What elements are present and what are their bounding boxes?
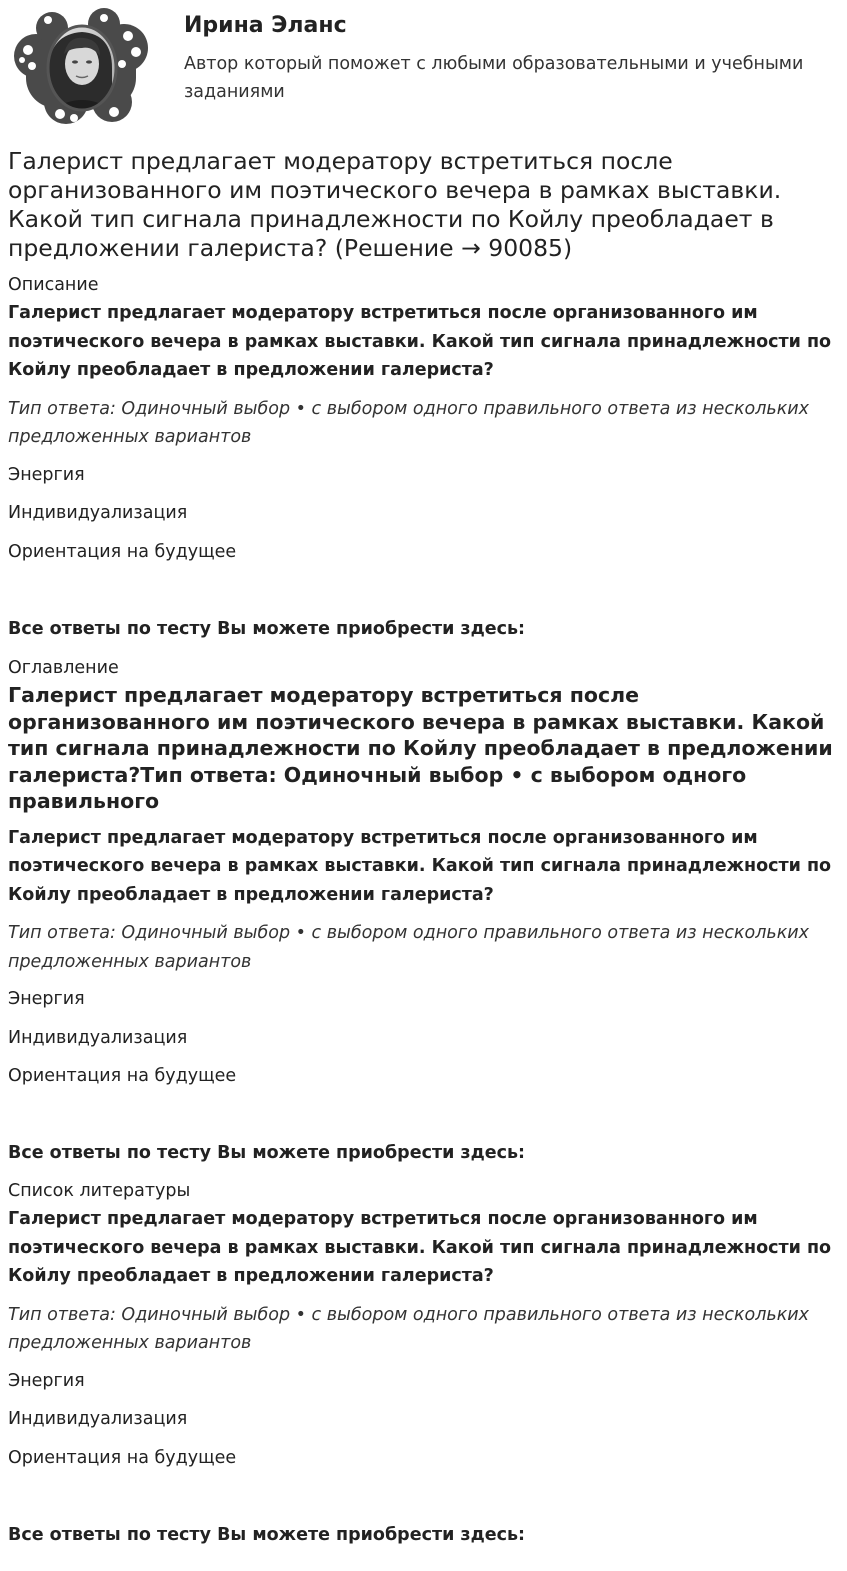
question-text: Галерист предлагает модератору встретиться после организованного им поэтического вечера в рамках выставки. Какой тип сигнала принадлежности по Койлу преобладает в предложении галериста? [8,303,832,380]
answer-type-text: Тип ответа: Одиночный выбор • с выбором одного правильного ответа из нескольких предложенных вариантов [8,398,810,447]
answer-options-list [8,986,838,1089]
answer-option: Энергия [8,464,85,485]
answer-options-list [8,462,838,565]
answer-option: Ориентация на будущее [8,541,237,562]
author-avatar[interactable] [8,6,152,128]
toc-heading[interactable]: Галерист предлагает модератору встретиться после организованного им поэтического вечера в рамках выставки. Какой тип сигнала принадлежности по Койлу преобладает в предложении галериста?Тип ответа: Одиночный выбор • с выбором одного правильного [8,683,833,813]
buy-answers-text: Все ответы по тесту Вы можете приобрести здесь: [8,1143,526,1163]
references-section [8,1178,838,1548]
buy-answers-text: Все ответы по тесту Вы можете приобрести здесь: [8,1524,526,1545]
author-description: Автор который поможет с любыми образовательными и учебными заданиями [184,54,804,102]
section-label-description: Описание [8,275,99,295]
question-text: Галерист предлагает модератору встретиться после организованного им поэтического вечера в рамках выставки. Какой тип сигнала принадлежности по Койлу преобладает в предложении галериста? [8,1209,832,1286]
answer-option: Энергия [8,1370,85,1391]
author-block [8,0,838,134]
page-title: Галерист предлагает модератору встретиться после организованного им поэтического вечера в рамках выставки. Какой тип сигнала принадлежности по Койлу преобладает в предложении галериста? (Решение → 90085) [8,147,782,262]
answer-option: Ориентация на будущее [8,1066,237,1086]
answer-option: Индивидуализация [8,1027,188,1048]
answer-option: Ориентация на будущее [8,1447,237,1468]
answer-type-text: Тип ответа: Одиночный выбор • с выбором одного правильного ответа из нескольких предложенных вариантов [8,1304,810,1353]
buy-answers-text: Все ответы по тесту Вы можете приобрести здесь: [8,618,526,639]
section-label-toc: Оглавление [8,658,119,678]
answer-option: Индивидуализация [8,503,188,523]
question-text: Галерист предлагает модератору встретиться после организованного им поэтического вечера в рамках выставки. Какой тип сигнала принадлежности по Койлу преобладает в предложении галериста? [8,827,832,905]
description-section [8,272,838,642]
answer-options-list [8,1368,838,1471]
toc-section [8,655,838,1166]
answer-type-text: Тип ответа: Одиночный выбор • с выбором одного правильного ответа из нескольких предложенных вариантов [8,923,810,972]
author-name[interactable]: Ирина Эланс [184,13,347,38]
answer-option: Индивидуализация [8,1409,188,1429]
page [8,0,838,1545]
section-label-references: Список литературы [8,1181,191,1201]
answer-option: Энергия [8,989,85,1009]
